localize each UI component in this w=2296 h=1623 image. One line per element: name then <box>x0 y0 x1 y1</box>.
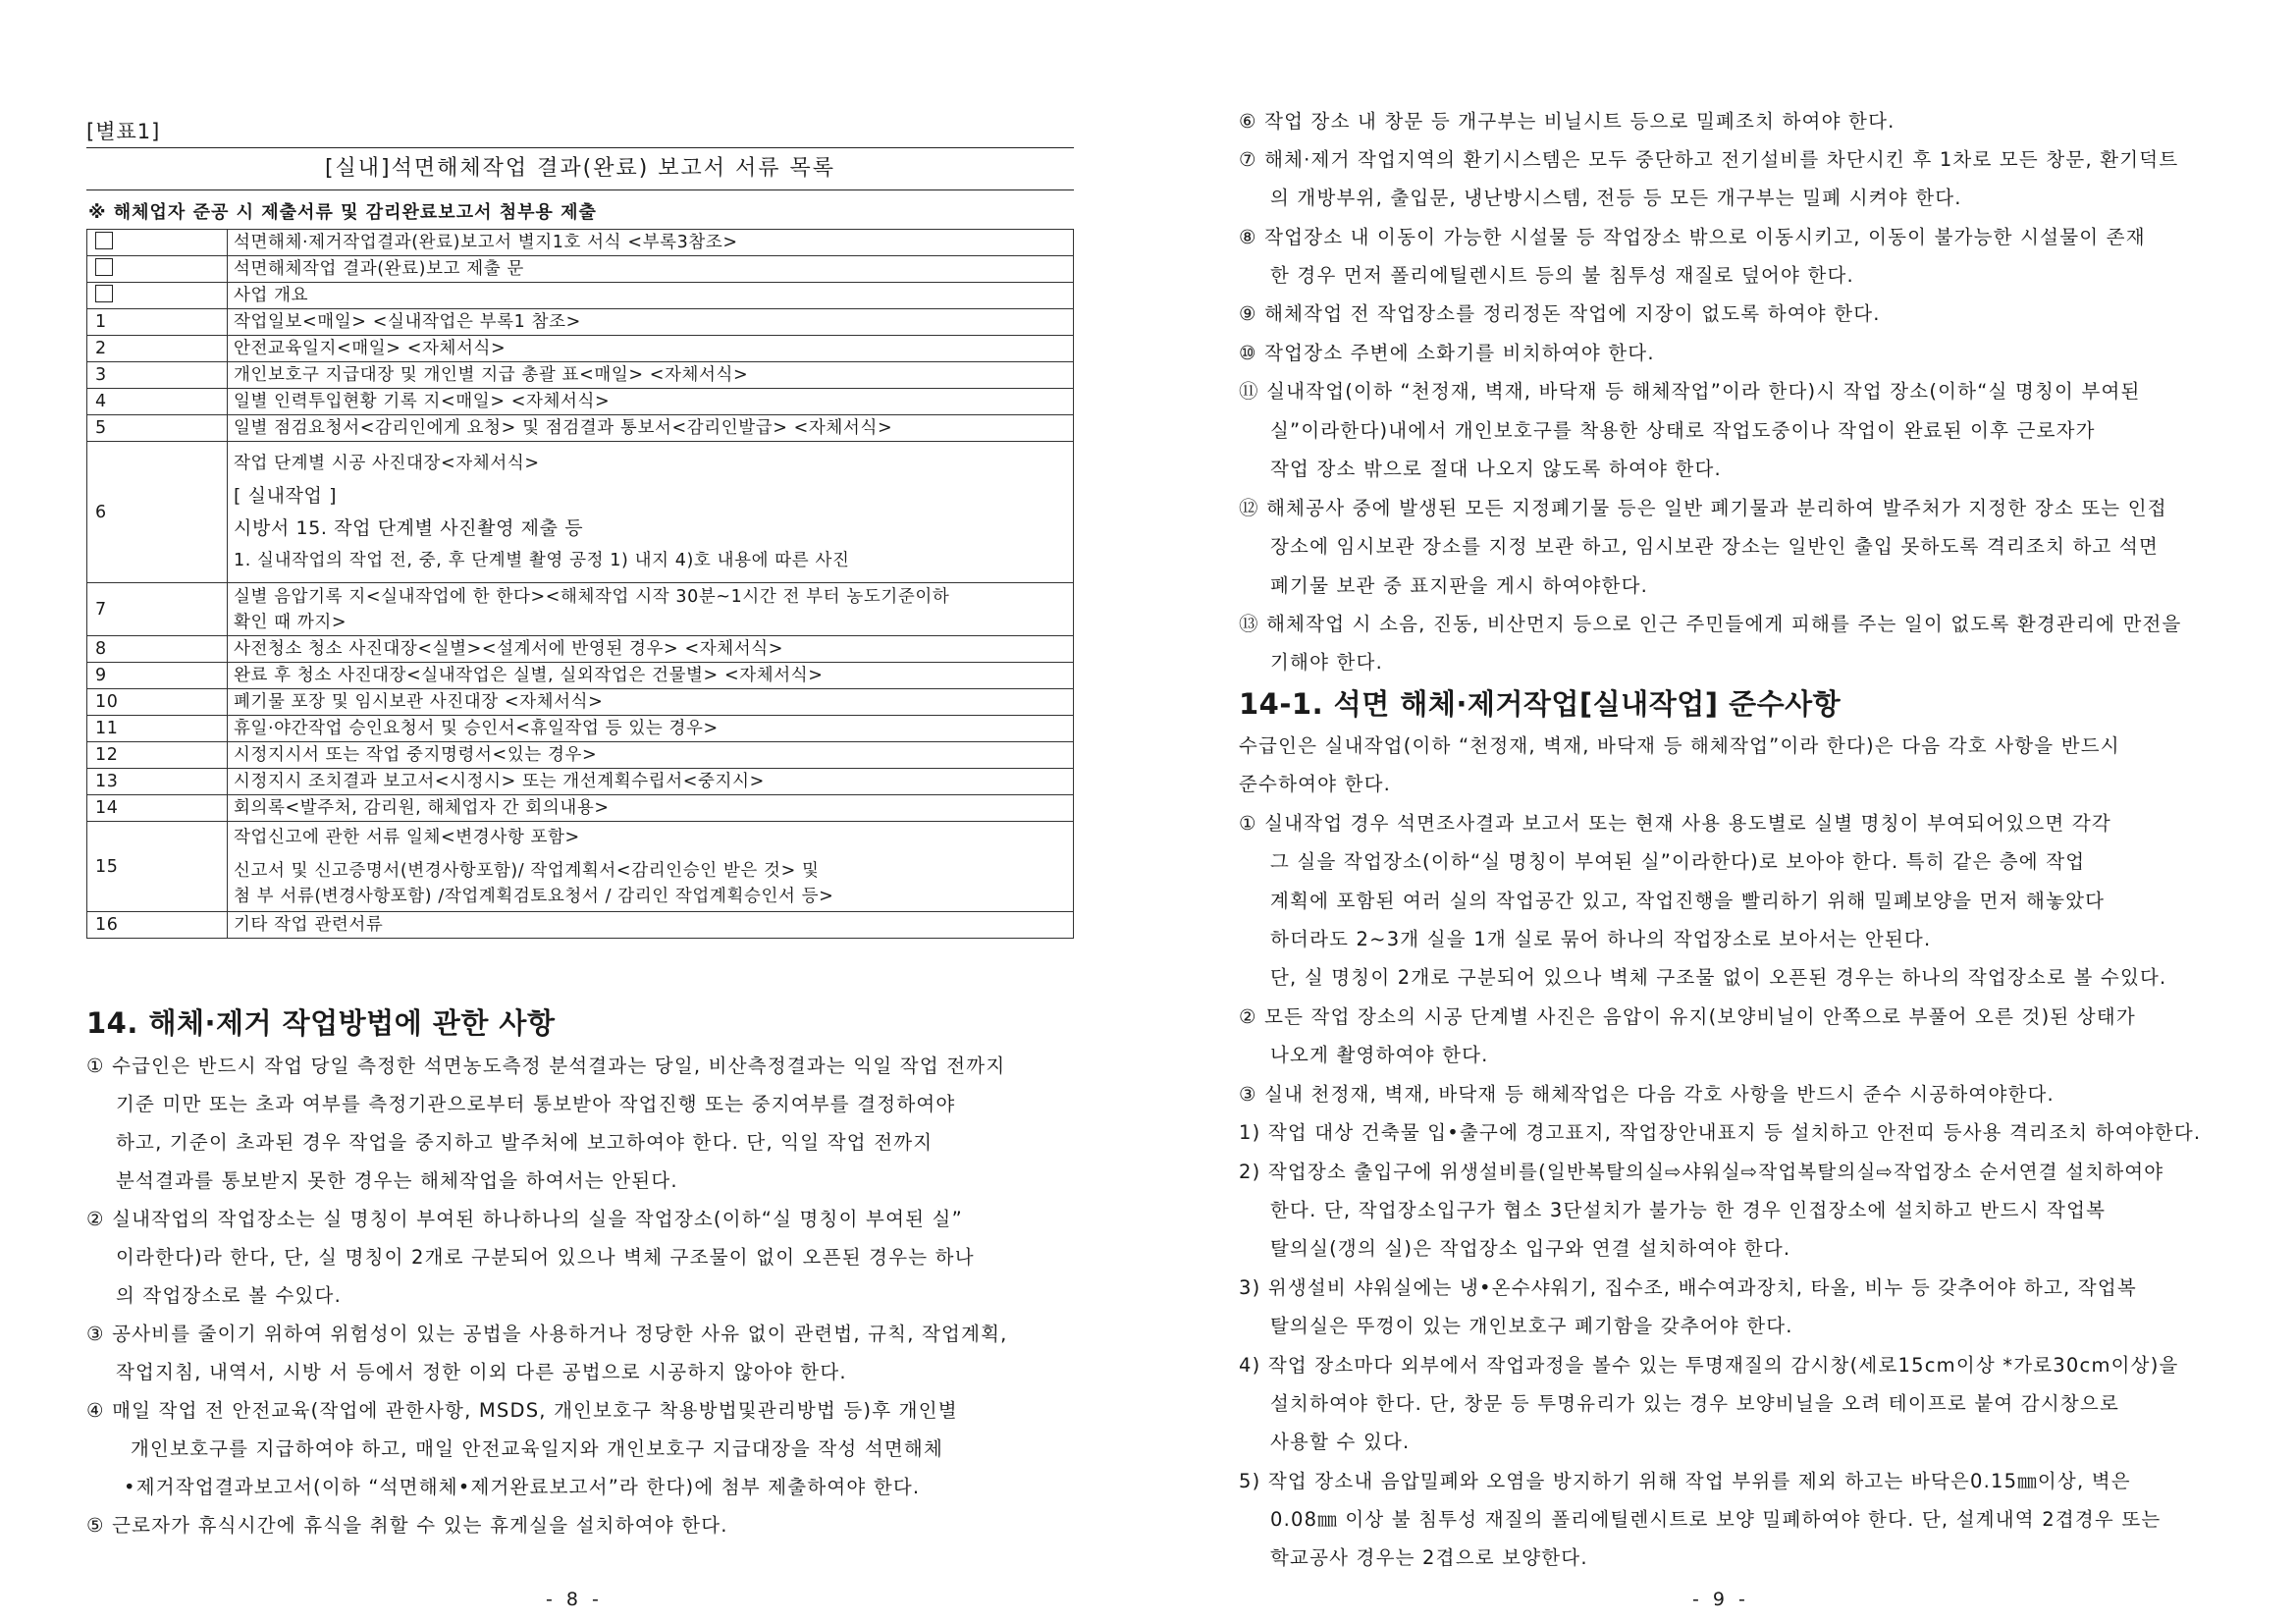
paragraph-line: 의 개방부위, 출입문, 냉난방시스템, 전등 등 모든 개구부는 밀폐 시켜야 한다. <box>1270 187 1962 209</box>
paragraph-line: ⑪ 실내작업(이하 “천정재, 벽재, 바닥재 등 해체작업”이라 한다)시 작업 장소(이하“실 명칭이 부여된 <box>1239 380 2141 403</box>
table-row <box>87 230 1074 256</box>
row-text: 개인보호구 지급대장 및 개인별 지급 총괄 표<매일> <자체서식> <box>228 362 1074 389</box>
paragraph-line: 계획에 포함된 여러 실의 작업공간 있고, 작업진행을 빨리하기 위해 밀폐보양을 먼저 해놓았다 <box>1270 890 2106 912</box>
paragraph-line: 학교공사 경우는 2겹으로 보양한다. <box>1270 1546 1588 1569</box>
paragraph-line: 의 작업장소로 볼 수있다. <box>116 1284 342 1307</box>
row-text-multiline: 작업신고에 관한 서류 일체<변경사항 포함> 신고서 및 신고증명서(변경사항포함)/ 작업계획서<감리인승인 받은 것> 및 첨 부 서류(변경사항포함) /작업계획검토요청서 / 감리인 작업계획승인서 등> <box>228 822 1074 912</box>
table-row <box>87 795 1074 822</box>
title-rule-bottom <box>86 189 1074 190</box>
section-14-heading: 14. 해체·제거 작업방법에 관한 사항 <box>86 1006 556 1040</box>
row-number: 15 <box>87 822 228 912</box>
table-row <box>87 663 1074 689</box>
table-row <box>87 362 1074 389</box>
paragraph-line: 이라한다)라 한다, 단, 실 명칭이 2개로 구분되어 있으나 벽체 구조물이 없이 오픈된 경우는 하나 <box>116 1246 975 1269</box>
row-text: 휴일·야간작업 승인요청서 및 승인서<휴일작업 등 있는 경우> <box>228 716 1074 742</box>
paragraph-line: 기해야 한다. <box>1270 651 1383 674</box>
paragraph-line: ⑤ 근로자가 휴식시간에 휴식을 취할 수 있는 휴게실을 설치하여야 한다. <box>86 1514 728 1537</box>
table-title: [실내]석면해체작업 결과(완료) 보고서 서류 목록 <box>324 156 836 181</box>
row-number: 9 <box>87 663 228 689</box>
checkbox[interactable] <box>95 258 113 276</box>
row-text: 완료 후 청소 사진대장<실내작업은 실별, 실외작업은 건물별> <자체서식> <box>228 663 1074 689</box>
table-row <box>87 583 1074 636</box>
table-row <box>87 769 1074 795</box>
paragraph-line: 2) 작업장소 출입구에 위생설비를(일반복탈의실⇨샤워실⇨작업복탈의실⇨작업장소 순서연결 설치하여야 <box>1239 1161 2164 1183</box>
paragraph-line: 4) 작업 장소마다 외부에서 작업과정을 볼수 있는 투명재질의 감시창(세로15cm이상 *가로30cm이상)을 <box>1239 1354 2179 1377</box>
table-row <box>87 336 1074 362</box>
checkbox[interactable] <box>95 232 113 249</box>
table-row <box>87 256 1074 283</box>
paragraph-line: ⑩ 작업장소 주변에 소화기를 비치하여야 한다. <box>1239 342 1655 364</box>
paragraph-line: ③ 공사비를 줄이기 위하여 위험성이 있는 공법을 사용하거나 정당한 사유 없이 관련법, 규칙, 작업계획, <box>86 1323 1008 1345</box>
paragraph-line: 단, 실 명칭이 2개로 구분되어 있으나 벽체 구조물 없이 오픈된 경우는 하나의 작업장소로 볼 수있다. <box>1270 966 2167 989</box>
row-text-multiline: 실별 음압기록 지<실내작업에 한 한다><해체작업 시작 30분~1시간 전 부터 농도기준이하 확인 때 까지> <box>228 583 1074 636</box>
row-number: 14 <box>87 795 228 822</box>
page-number: - 9 - <box>1692 1589 1749 1610</box>
paragraph-line: ⑨ 해체작업 전 작업장소를 정리정돈 작업에 지장이 없도록 하여야 한다. <box>1239 302 1881 325</box>
paragraph-line: 나오게 촬영하여야 한다. <box>1270 1044 1489 1066</box>
table-row <box>87 716 1074 742</box>
paragraph-line: 하고, 기준이 초과된 경우 작업을 중지하고 발주처에 보고하여야 한다. 단, 익일 작업 전까지 <box>116 1131 934 1154</box>
paragraph-line: 그 실을 작업장소(이하“실 명칭이 부여된 실”이라한다)로 보아야 한다. 특히 같은 층에 작업 <box>1270 850 2086 873</box>
page-left <box>86 0 1080 1623</box>
table-row <box>87 283 1074 309</box>
paragraph-line: 0.08㎜ 이상 불 침투성 재질의 폴리에틸렌시트로 보양 밀폐하여야 한다. 단, 설계내역 2겹경우 또는 <box>1270 1508 2162 1531</box>
row-number: 13 <box>87 769 228 795</box>
paragraph-line: 개인보호구를 지급하여야 하고, 매일 안전교육일지와 개인보호구 지급대장을 작성 석면해체 <box>131 1437 943 1460</box>
row-text: 폐기물 포장 및 임시보관 사진대장 <자체서식> <box>228 689 1074 716</box>
row-number: 10 <box>87 689 228 716</box>
section-14-1-heading: 14-1. 석면 해체·제거작업[실내작업] 준수사항 <box>1239 687 1842 721</box>
paragraph-line: 설치하여야 한다. 단, 창문 등 투명유리가 있는 경우 보양비닐을 오려 테이프로 붙여 감시창으로 <box>1270 1392 2119 1415</box>
paragraph-line: ④ 매일 작업 전 안전교육(작업에 관한사항, MSDS, 개인보호구 착용방법및관리방법 등)후 개인별 <box>86 1399 958 1422</box>
row-number: 16 <box>87 912 228 939</box>
row-text: 일별 점검요청서<감리인에게 요청> 및 점검결과 통보서<감리인발급> <자체서식> <box>228 415 1074 442</box>
row-number: 8 <box>87 636 228 663</box>
paragraph-line: ⑫ 해체공사 중에 발생된 모든 지정폐기물 등은 일반 폐기물과 분리하여 발주처가 지정한 장소 또는 인접 <box>1239 497 2167 519</box>
paragraph-line: 한다. 단, 작업장소입구가 협소 3단설치가 불가능 한 경우 인접장소에 설치하고 반드시 작업복 <box>1270 1199 2107 1221</box>
table-row <box>87 912 1074 939</box>
paragraph-line: 5) 작업 장소내 음압밀폐와 오염을 방지하기 위해 작업 부위를 제외 하고는 바닥은0.15㎜이상, 벽은 <box>1239 1470 2131 1492</box>
paragraph-line: 사용할 수 있다. <box>1270 1431 1411 1453</box>
paragraph-line: 탈의실은 뚜껑이 있는 개인보호구 폐기함을 갖추어야 한다. <box>1270 1315 1793 1337</box>
row-number: 7 <box>87 583 228 636</box>
paragraph-line: 분석결과를 통보받지 못한 경우는 해체작업을 하여서는 안된다. <box>116 1169 678 1192</box>
table-note: ※ 해체업자 준공 시 제출서류 및 감리완료보고서 첨부용 제출 <box>88 202 597 223</box>
table-row <box>87 415 1074 442</box>
row-number: 11 <box>87 716 228 742</box>
row-text: 시정지시서 또는 작업 중지명령서<있는 경우> <box>228 742 1074 769</box>
row-text: 일별 인력투입현황 기록 지<매일> <자체서식> <box>228 389 1074 415</box>
paragraph-line: 기준 미만 또는 초과 여부를 측정기관으로부터 통보받아 작업진행 또는 중지여부를 결정하여야 <box>116 1093 956 1115</box>
paragraph-line: 작업 장소 밖으로 절대 나오지 않도록 하여야 한다. <box>1270 458 1722 480</box>
checkbox[interactable] <box>95 285 113 302</box>
paragraph-line: •제거작업결과보고서(이하 “석면해체•제거완료보고서”라 한다)에 첨부 제출하여야 한다. <box>124 1476 921 1498</box>
document-list-table <box>86 229 1074 939</box>
row-text-multiline: 작업 단계별 시공 사진대장<자체서식> [ 실내작업 ] 시방서 15. 작업 단계별 사진촬영 제출 등 1. 실내작업의 작업 전, 중, 후 단계별 촬영 공정 1) 내지 4)호 내용에 따른 사진 <box>228 442 1074 583</box>
paragraph-line: ⑬ 해체작업 시 소음, 진동, 비산먼지 등으로 인근 주민들에게 피해를 주는 일이 없도록 환경관리에 만전을 <box>1239 613 2182 635</box>
paragraph-line: 수급인은 실내작업(이하 “천정재, 벽재, 바닥재 등 해체작업”이라 한다)은 다음 각호 사항을 반드시 <box>1239 734 2120 757</box>
paragraph-line: 하더라도 2~3개 실을 1개 실로 묶어 하나의 작업장소로 보아서는 안된다. <box>1270 928 1932 950</box>
paragraph-line: ⑥ 작업 장소 내 창문 등 개구부는 비닐시트 등으로 밀폐조치 하여야 한다. <box>1239 110 1896 133</box>
paragraph-line: ⑦ 해체·제거 작업지역의 환기시스템은 모두 중단하고 전기설비를 차단시킨 후 1차로 모든 창문, 환기덕트 <box>1239 148 2179 171</box>
row-text: 기타 작업 관련서류 <box>228 912 1074 939</box>
paragraph-line: ① 실내작업 경우 석면조사결과 보고서 또는 현재 사용 용도별로 실별 명칭이 부여되어있으면 각각 <box>1239 812 2111 835</box>
row-number: 5 <box>87 415 228 442</box>
row-number: 2 <box>87 336 228 362</box>
row-text: 사전청소 청소 사진대장<실별><설계서에 반영된 경우> <자체서식> <box>228 636 1074 663</box>
table-row <box>87 309 1074 336</box>
paragraph-line: ⑧ 작업장소 내 이동이 가능한 시설물 등 작업장소 밖으로 이동시키고, 이동이 불가능한 시설물이 존재 <box>1239 226 2146 248</box>
row-text: 시정지시 조치결과 보고서<시정시> 또는 개선계획수립서<중지시> <box>228 769 1074 795</box>
title-rule-top <box>86 147 1074 148</box>
paragraph-line: 1) 작업 대상 건축물 입•출구에 경고표지, 작업장안내표지 등 설치하고 안전띠 등사용 격리조치 하여야한다. <box>1239 1121 2202 1144</box>
row-text: 안전교육일지<매일> <자체서식> <box>228 336 1074 362</box>
row-text: 작업일보<매일> <실내작업은 부록1 참조> <box>228 309 1074 336</box>
paragraph-line: ① 수급인은 반드시 작업 당일 측정한 석면농도측정 분석결과는 당일, 비산측정결과는 익일 작업 전까지 <box>86 1055 1006 1077</box>
row-text: 석면해체·제거작업결과(완료)보고서 별지1호 서식 <부록3참조> <box>228 230 1074 256</box>
row-number: 3 <box>87 362 228 389</box>
page-right <box>1239 0 2236 1623</box>
paragraph-line: 장소에 임시보관 장소를 지정 보관 하고, 임시보관 장소는 일반인 출입 못하도록 격리조치 하고 석면 <box>1270 535 2160 558</box>
paragraph-line: ② 모든 작업 장소의 시공 단계별 사진은 음압이 유지(보양비닐이 안쪽으로 부풀어 오른 것)된 상태가 <box>1239 1005 2136 1028</box>
paragraph-line: 폐기물 보관 중 표지판을 게시 하여야한다. <box>1270 574 1649 597</box>
table-row <box>87 636 1074 663</box>
table-row <box>87 822 1074 912</box>
row-number: 6 <box>87 442 228 583</box>
page-number: - 8 - <box>546 1589 603 1610</box>
row-text: 사업 개요 <box>228 283 1074 309</box>
table-row <box>87 742 1074 769</box>
row-number: 1 <box>87 309 228 336</box>
paragraph-line: ③ 실내 천정재, 벽재, 바닥재 등 해체작업은 다음 각호 사항을 반드시 준수 시공하여야한다. <box>1239 1083 2055 1106</box>
row-number: 12 <box>87 742 228 769</box>
row-text: 석면해체작업 결과(완료)보고 제출 문 <box>228 256 1074 283</box>
paragraph-line: 준수하여야 한다. <box>1239 773 1392 795</box>
paragraph-line: 실”이라한다)내에서 개인보호구를 착용한 상태로 작업도중이나 작업이 완료된 이후 근로자가 <box>1270 419 2096 442</box>
row-text: 회의록<발주처, 감리원, 해체업자 간 회의내용> <box>228 795 1074 822</box>
table-row <box>87 389 1074 415</box>
paragraph-line: 3) 위생설비 샤워실에는 냉•온수샤워기, 집수조, 배수여과장치, 타올, 비누 등 갖추어야 하고, 작업복 <box>1239 1276 2137 1299</box>
paragraph-line: ② 실내작업의 작업장소는 실 명칭이 부여된 하나하나의 실을 작업장소(이하“실 명칭이 부여된 실” <box>86 1208 963 1230</box>
annex-label: [별표1] <box>86 120 161 143</box>
paragraph-line: 한 경우 먼저 폴리에틸렌시트 등의 불 침투성 재질로 덮어야 한다. <box>1270 264 1854 287</box>
row-number: 4 <box>87 389 228 415</box>
paragraph-line: 탈의실(갱의 실)은 작업장소 입구와 연결 설치하여야 한다. <box>1270 1237 1791 1260</box>
table-row <box>87 689 1074 716</box>
table-row <box>87 442 1074 583</box>
paragraph-line: 작업지침, 내역서, 시방 서 등에서 정한 이외 다른 공법으로 시공하지 않아야 한다. <box>116 1361 847 1383</box>
